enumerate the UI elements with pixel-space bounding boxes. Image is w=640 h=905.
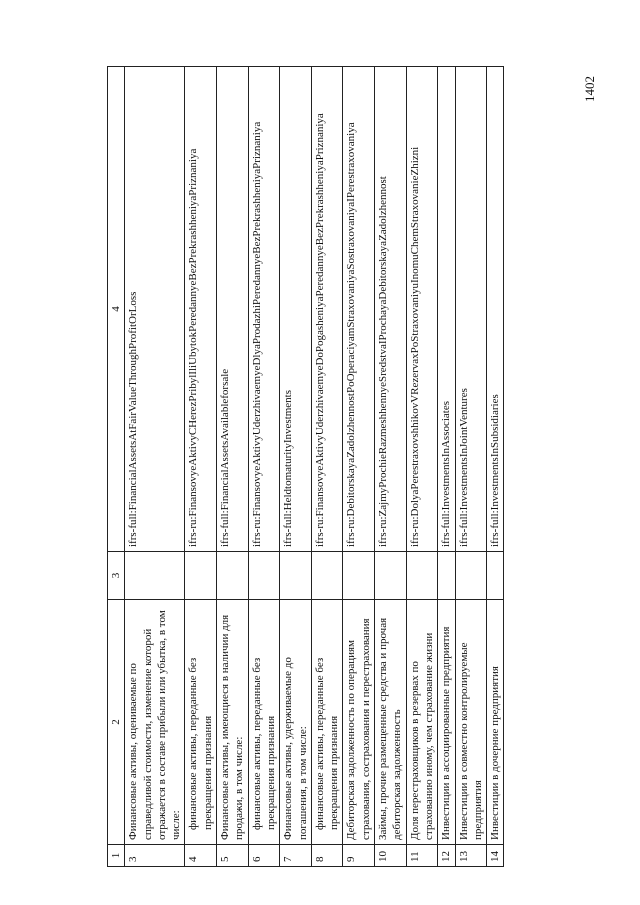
table-row bbox=[185, 67, 217, 867]
row-indicator-name: Доля перестраховщиков в резервах по страхованию иному, чем страхование жизни bbox=[406, 600, 438, 845]
row-col3 bbox=[217, 552, 249, 600]
row-xbrl-code: ifrs-full:InvestmentsInSubsidiaries bbox=[487, 67, 504, 552]
row-col3 bbox=[125, 552, 185, 600]
row-xbrl-code: ifrs-ru:ZajmyProchieRazmeshhennyeSredstvaIProchayaDebitorskayaZadolzhennost bbox=[375, 67, 407, 552]
row-number: 3 bbox=[125, 845, 185, 867]
table-row bbox=[406, 67, 438, 867]
row-indicator-name: финансовые активы, переданные без прекращения признания bbox=[248, 600, 280, 845]
row-col3 bbox=[280, 552, 312, 600]
row-xbrl-code: ifrs-ru:FinansovyeAktivyUderzhivaemyeDoPogasheniyaPeredannyeBezPrekrashheniyaPriznaniya bbox=[311, 67, 343, 552]
row-indicator-name: Финансовые активы, оцениваемые по справедливой стоимости, изменение которой отражается в составе прибыли или убытка, в том числе: bbox=[125, 600, 185, 845]
table-row bbox=[343, 67, 375, 867]
row-col3 bbox=[406, 552, 438, 600]
table-row bbox=[375, 67, 407, 867]
row-xbrl-code: ifrs-full:InvestmentsInAssociates bbox=[438, 67, 455, 552]
row-xbrl-code: ifrs-full:FinancialAssetsAvailableforsale bbox=[217, 67, 249, 552]
row-xbrl-code: ifrs-ru:FinansovyeAktivyCHerezPribylIliUbytokPeredannyeBezPrekrashheniyaPriznaniya bbox=[185, 67, 217, 552]
row-xbrl-code: ifrs-ru:FinansovyeAktivyUderzhivaemyeDlyaProdazhiPeredannyeBezPrekrashheniyaPriznaniya bbox=[248, 67, 280, 552]
xbrl-mapping-table bbox=[107, 66, 504, 867]
row-indicator-name: финансовые активы, переданные без прекращения признания bbox=[185, 600, 217, 845]
row-indicator-name: Финансовые активы, имеющиеся в наличии для продажи, в том числе: bbox=[217, 600, 249, 845]
row-number: 8 bbox=[311, 845, 343, 867]
row-xbrl-code: ifrs-full:FinancialAssetsAtFairValueThroughProfitOrLoss bbox=[125, 67, 185, 552]
header-col-2: 2 bbox=[108, 600, 125, 845]
header-col-1: 1 bbox=[108, 845, 125, 867]
table-row bbox=[217, 67, 249, 867]
row-col3 bbox=[455, 552, 487, 600]
table-header-row bbox=[108, 67, 125, 867]
row-number: 13 bbox=[455, 845, 487, 867]
row-indicator-name: Инвестиции в дочерние предприятия bbox=[487, 600, 504, 845]
row-indicator-name: Инвестиции в ассоциированные предприятия bbox=[438, 600, 455, 845]
table-row bbox=[311, 67, 343, 867]
row-col3 bbox=[248, 552, 280, 600]
page-number bbox=[582, 22, 612, 102]
row-number: 11 bbox=[406, 845, 438, 867]
row-col3 bbox=[311, 552, 343, 600]
row-indicator-name: финансовые активы, переданные без прекращения признания bbox=[311, 600, 343, 845]
table-row bbox=[438, 67, 455, 867]
row-col3 bbox=[487, 552, 504, 600]
row-number: 14 bbox=[487, 845, 504, 867]
table-row bbox=[125, 67, 185, 867]
row-col3 bbox=[185, 552, 217, 600]
row-number: 12 bbox=[438, 845, 455, 867]
row-number: 5 bbox=[217, 845, 249, 867]
row-xbrl-code: ifrs-full:HeldtomaturityInvestments bbox=[280, 67, 312, 552]
row-col3 bbox=[438, 552, 455, 600]
row-col3 bbox=[343, 552, 375, 600]
table-row bbox=[455, 67, 487, 867]
row-xbrl-code: ifrs-ru:DolyaPerestraxovshhikovVRezervaxPoStraxovaniyuInomuChemStraxovanieZhizni bbox=[406, 67, 438, 552]
row-number: 10 bbox=[375, 845, 407, 867]
row-number: 4 bbox=[185, 845, 217, 867]
rotated-table-sheet bbox=[107, 67, 557, 867]
row-number: 9 bbox=[343, 845, 375, 867]
row-number: 6 bbox=[248, 845, 280, 867]
row-indicator-name: Финансовые активы, удерживаемые до погашения, в том числе: bbox=[280, 600, 312, 845]
page-number-text: 1402 bbox=[582, 76, 597, 102]
table-row bbox=[487, 67, 504, 867]
table-row bbox=[248, 67, 280, 867]
row-xbrl-code: ifrs-full:InvestmentsInJointVentures bbox=[455, 67, 487, 552]
header-col-3: 3 bbox=[108, 552, 125, 600]
row-xbrl-code: ifrs-ru:DebitorskayaZadolzhennostPoOperaciyamStraxovaniyaSostraxovaniyaIPerestraxovaniya bbox=[343, 67, 375, 552]
row-indicator-name: Займы, прочие размещенные средства и прочая дебиторская задолженность bbox=[375, 600, 407, 845]
header-col-4: 4 bbox=[108, 67, 125, 552]
table-row bbox=[280, 67, 312, 867]
row-number: 7 bbox=[280, 845, 312, 867]
row-indicator-name: Инвестиции в совместно контролируемые предприятия bbox=[455, 600, 487, 845]
row-indicator-name: Дебиторская задолженность по операциям страхования, сострахования и перестрахования bbox=[343, 600, 375, 845]
row-col3 bbox=[375, 552, 407, 600]
